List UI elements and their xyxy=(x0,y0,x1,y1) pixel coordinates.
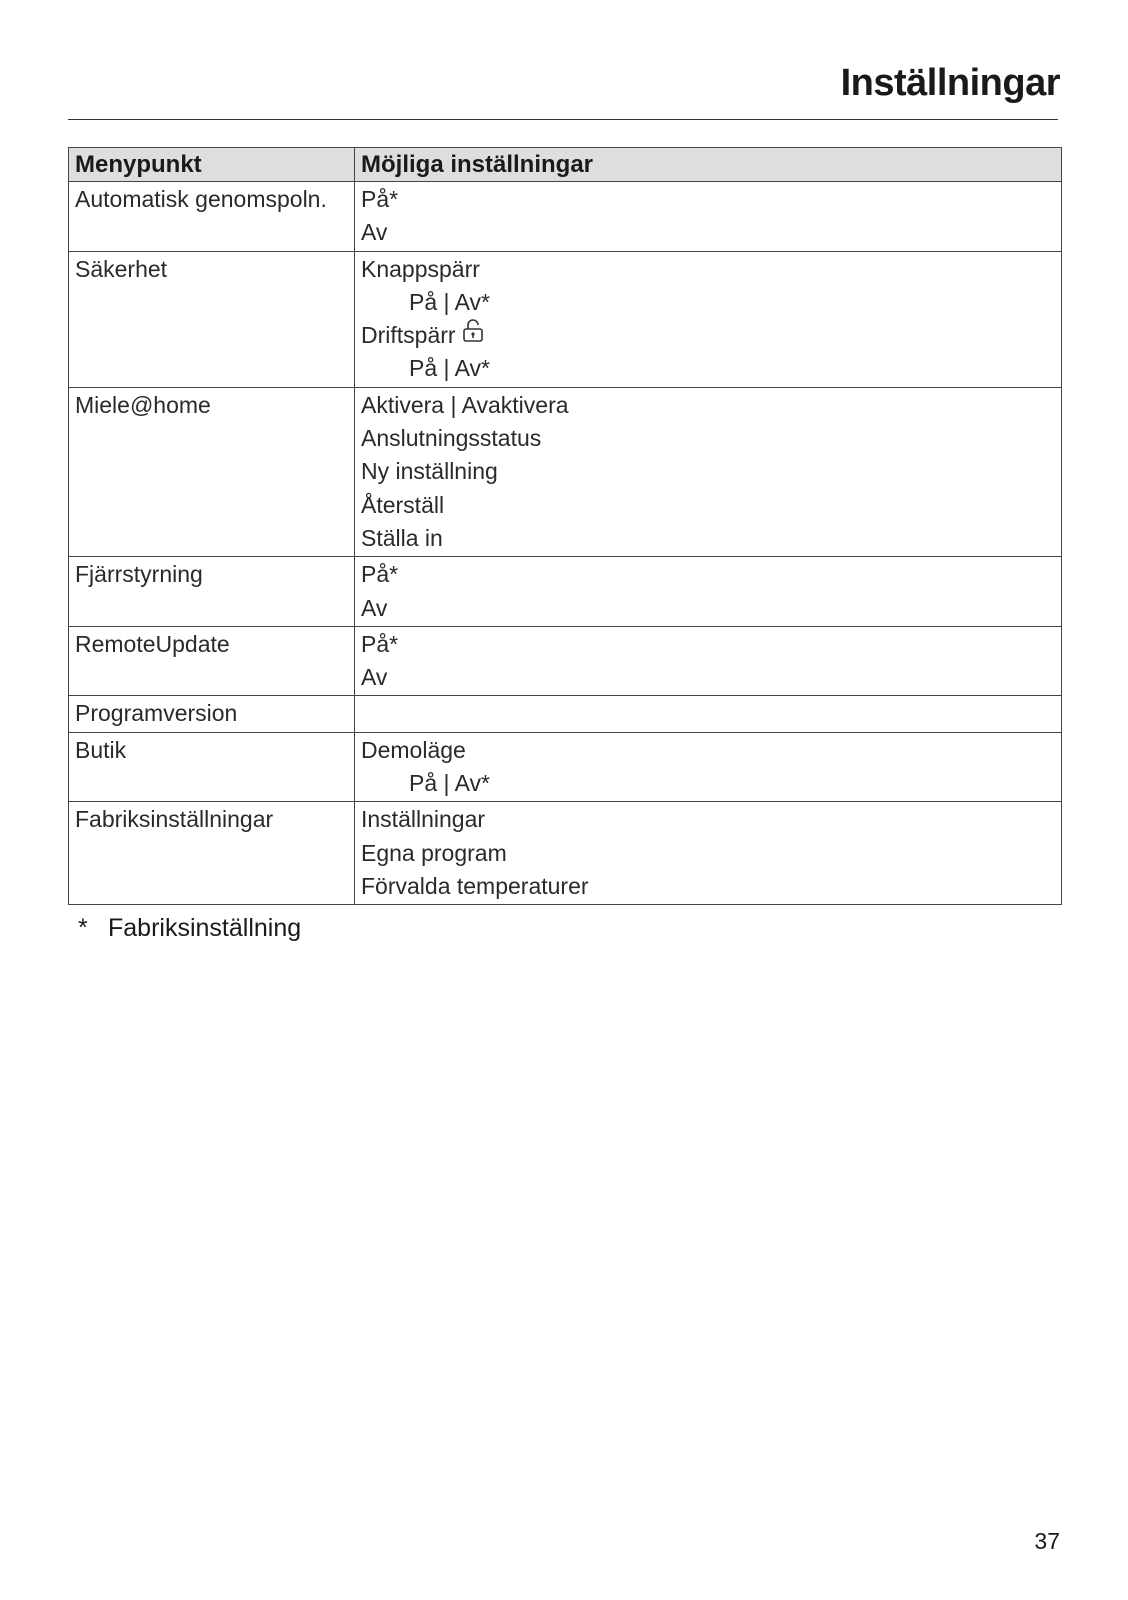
footnote-marker: * xyxy=(78,914,88,942)
setting-option-text: Inställningar xyxy=(361,806,486,833)
footnote-text: Fabriksinställning xyxy=(108,914,302,942)
setting-option-text: Demoläge xyxy=(361,736,466,763)
setting-option-text: På | Av* xyxy=(409,770,490,797)
menu-item-label: Programversion xyxy=(75,700,238,727)
setting-option xyxy=(361,455,1055,488)
setting-option-text: På | Av* xyxy=(409,355,490,382)
setting-option-text: Ställa in xyxy=(361,524,443,551)
table-row xyxy=(69,251,1062,387)
page-number: 37 xyxy=(1034,1528,1060,1554)
table-row xyxy=(69,802,1062,905)
menu-item-cell xyxy=(69,626,355,696)
menu-item-cell xyxy=(69,802,355,905)
menu-item-label: Miele@home xyxy=(75,391,211,418)
settings-cell xyxy=(355,557,1062,627)
menu-item-cell xyxy=(69,696,355,732)
setting-option xyxy=(361,803,1055,836)
table-row xyxy=(69,626,1062,696)
settings-cell xyxy=(355,696,1062,732)
setting-option xyxy=(361,837,1055,870)
page-title: Inställningar xyxy=(840,62,1060,104)
setting-option xyxy=(361,352,1055,385)
setting-option-text: Förvalda temperaturer xyxy=(361,872,589,899)
setting-option-text: Anslutningsstatus xyxy=(361,425,542,452)
menu-item-cell xyxy=(69,732,355,802)
table-row xyxy=(69,732,1062,802)
menu-item-label: RemoteUpdate xyxy=(75,630,230,657)
setting-option xyxy=(361,489,1055,522)
setting-option xyxy=(361,422,1055,455)
setting-option xyxy=(361,319,1055,352)
setting-option-text: Driftspärr xyxy=(361,322,456,349)
settings-cell xyxy=(355,802,1062,905)
setting-option-text: Av xyxy=(361,664,388,691)
footnote xyxy=(78,914,301,943)
setting-option-text: Av xyxy=(361,594,388,621)
setting-option-text: Av xyxy=(361,219,388,246)
menu-item-cell xyxy=(69,182,355,252)
setting-option-text: På* xyxy=(361,186,399,212)
setting-option-text: På* xyxy=(361,561,399,588)
menu-item-label: Fabriksinställningar xyxy=(75,806,274,833)
setting-option xyxy=(361,661,1055,694)
setting-option xyxy=(361,216,1055,249)
setting-option xyxy=(361,253,1055,286)
setting-option xyxy=(361,183,1055,216)
table-row xyxy=(69,387,1062,556)
menu-item-cell xyxy=(69,387,355,556)
menu-item-label: Säkerhet xyxy=(75,255,168,282)
setting-option xyxy=(361,389,1055,422)
setting-option xyxy=(361,870,1055,903)
settings-cell xyxy=(355,251,1062,387)
setting-option xyxy=(361,734,1055,767)
settings-cell xyxy=(355,626,1062,696)
setting-option xyxy=(361,592,1055,625)
setting-option-text: Ny inställning xyxy=(361,458,498,485)
setting-option-text: Återställ xyxy=(361,491,445,518)
setting-option-text: På* xyxy=(361,630,399,657)
lock-icon xyxy=(462,318,484,351)
column-header-menu-item: Menypunkt xyxy=(69,148,355,182)
setting-option-text: På | Av* xyxy=(409,288,490,315)
setting-option xyxy=(361,522,1055,555)
settings-cell xyxy=(355,387,1062,556)
table-row xyxy=(69,696,1062,732)
settings-cell xyxy=(355,182,1062,252)
setting-option xyxy=(361,286,1055,319)
menu-item-cell xyxy=(69,251,355,387)
title-divider xyxy=(68,119,1058,120)
table-header-row xyxy=(69,148,1062,182)
setting-option-text: Egna program xyxy=(361,839,507,866)
setting-option-text: Knappspärr xyxy=(361,255,480,282)
setting-option xyxy=(361,558,1055,591)
setting-option xyxy=(361,628,1055,661)
menu-item-cell xyxy=(69,557,355,627)
column-header-possible-settings: Möjliga inställningar xyxy=(355,148,1062,182)
menu-item-label: Fjärrstyrning xyxy=(75,561,203,588)
settings-table xyxy=(68,147,1062,905)
table-row xyxy=(69,182,1062,252)
menu-item-label: Butik xyxy=(75,736,127,763)
setting-option xyxy=(361,767,1055,800)
menu-item-label: Automatisk genomspoln. xyxy=(75,186,327,212)
table-row xyxy=(69,557,1062,627)
setting-option-text: Aktivera | Avaktivera xyxy=(361,391,569,418)
settings-cell xyxy=(355,732,1062,802)
